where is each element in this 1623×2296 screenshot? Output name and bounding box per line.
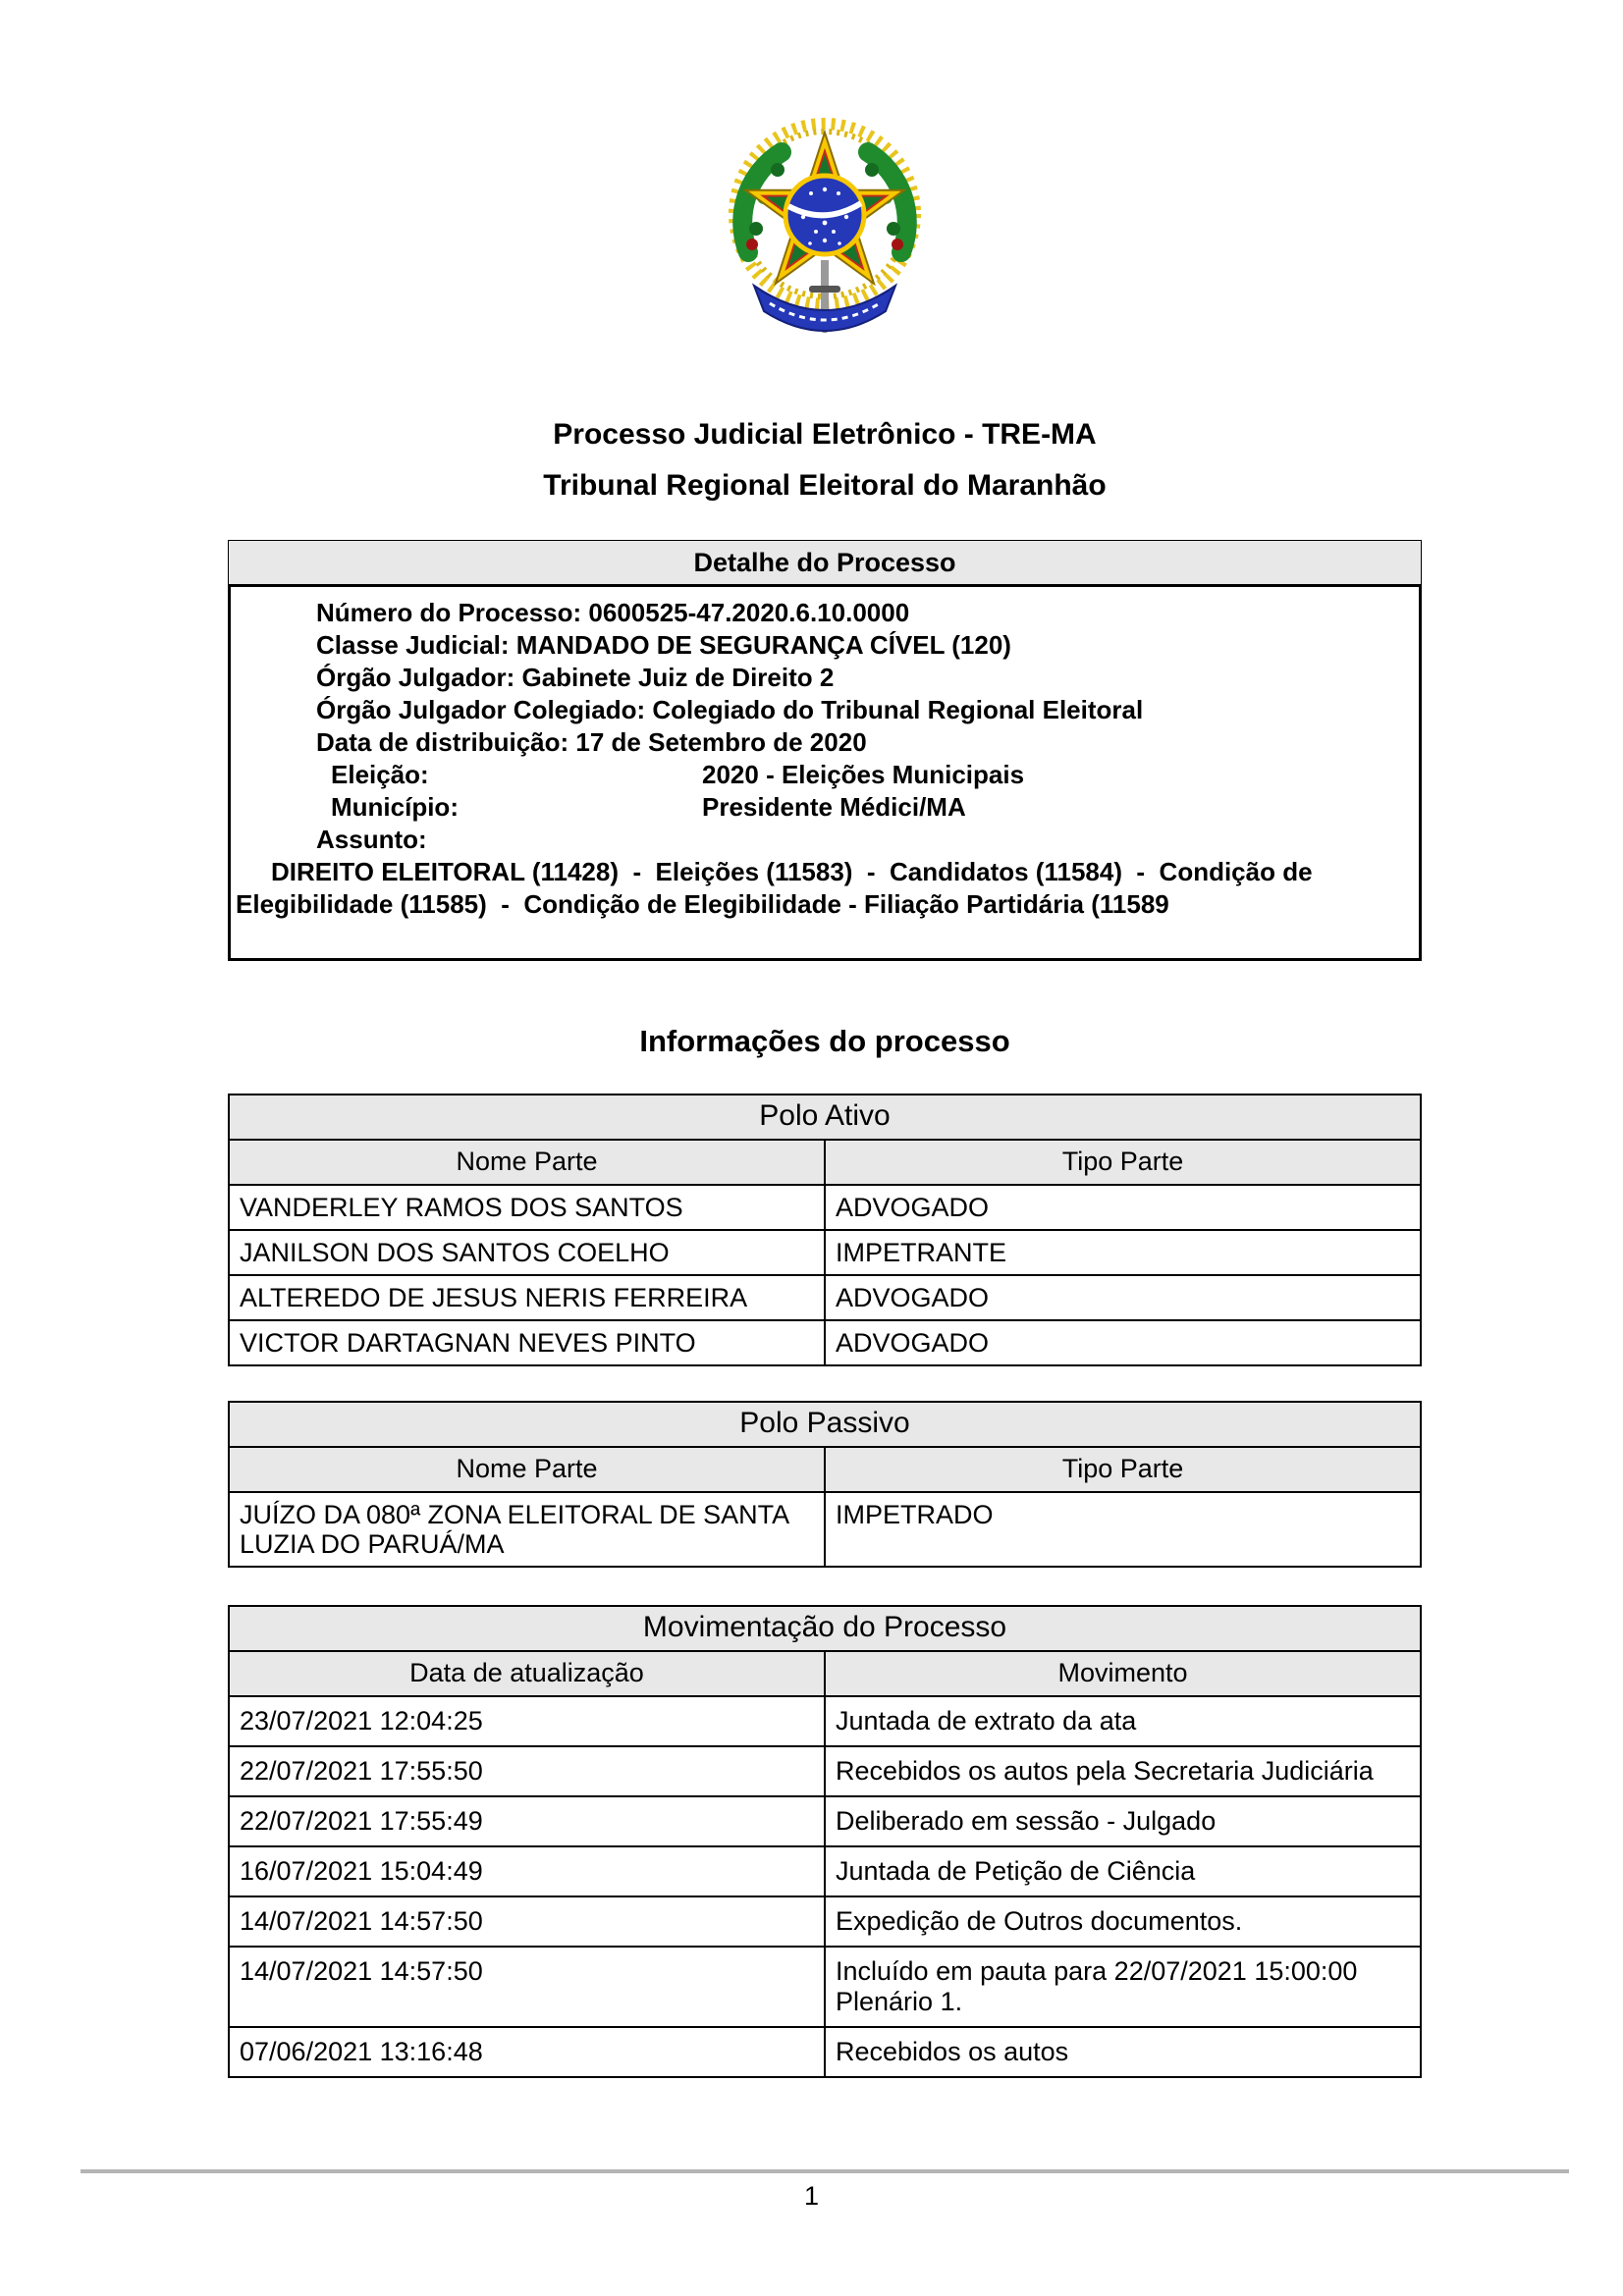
nome-parte-cell: ALTEREDO DE JESUS NERIS FERREIRA bbox=[229, 1275, 825, 1320]
table-row bbox=[229, 2027, 1421, 2077]
document-title: Processo Judicial Eletrônico - TRE-MA bbox=[553, 418, 1097, 451]
movimentacao-table bbox=[228, 1605, 1422, 2078]
field-value: 17 de Setembro de 2020 bbox=[575, 727, 867, 757]
detail-field-municipio bbox=[231, 791, 1419, 824]
movimento-cell: Juntada de extrato da ata bbox=[825, 1696, 1421, 1746]
data-cell: 07/06/2021 13:16:48 bbox=[229, 2027, 825, 2077]
tipo-parte-cell: IMPETRADO bbox=[825, 1492, 1421, 1567]
field-label: Classe Judicial: bbox=[316, 630, 510, 660]
table-row bbox=[229, 1320, 1421, 1365]
polo-ativo-table bbox=[228, 1094, 1422, 1366]
table-title-movimentacao: Movimentação do Processo bbox=[229, 1606, 1421, 1651]
detail-field-orgao-julgador bbox=[231, 662, 1419, 694]
document-subtitle: Tribunal Regional Eleitoral do Maranhão bbox=[543, 469, 1107, 502]
table-row bbox=[229, 1896, 1421, 1947]
field-value: Presidente Médici/MA bbox=[702, 792, 966, 822]
data-cell: 16/07/2021 15:04:49 bbox=[229, 1846, 825, 1896]
detail-field-eleicao bbox=[231, 759, 1419, 791]
column-header-tipo-parte: Tipo Parte bbox=[825, 1447, 1421, 1492]
field-label: Órgão Julgador: bbox=[316, 663, 515, 692]
tipo-parte-cell: IMPETRANTE bbox=[825, 1230, 1421, 1275]
data-cell: 22/07/2021 17:55:49 bbox=[229, 1796, 825, 1846]
nome-parte-cell: VICTOR DARTAGNAN NEVES PINTO bbox=[229, 1320, 825, 1365]
table-row bbox=[229, 1185, 1421, 1230]
nome-parte-cell: VANDERLEY RAMOS DOS SANTOS bbox=[229, 1185, 825, 1230]
movimento-cell: Deliberado em sessão - Julgado bbox=[825, 1796, 1421, 1846]
table-title-polo-ativo: Polo Ativo bbox=[229, 1095, 1421, 1140]
column-header-movimento: Movimento bbox=[825, 1651, 1421, 1696]
tipo-parte-cell: ADVOGADO bbox=[825, 1320, 1421, 1365]
movimento-cell: Juntada de Petição de Ciência bbox=[825, 1846, 1421, 1896]
data-cell: 14/07/2021 14:57:50 bbox=[229, 1896, 825, 1947]
movimento-cell: Expedição de Outros documentos. bbox=[825, 1896, 1421, 1947]
movimento-cell: Incluído em pauta para 22/07/2021 15:00:00 Plenário 1. bbox=[825, 1947, 1421, 2027]
detail-assunto-text: DIREITO ELEITORAL (11428) - Eleições (11583) - Candidatos (11584) - Condição de Elegibilidade (11585) - Condição de Elegibilidade - Filiação Partidária (11589 bbox=[236, 857, 1320, 919]
detail-field-orgao-colegiado bbox=[231, 694, 1419, 726]
field-label: Número do Processo: bbox=[316, 598, 582, 627]
tipo-parte-cell: ADVOGADO bbox=[825, 1275, 1421, 1320]
data-cell: 22/07/2021 17:55:50 bbox=[229, 1746, 825, 1796]
field-value: MANDADO DE SEGURANÇA CÍVEL (120) bbox=[515, 630, 1011, 660]
field-label: Eleição: bbox=[331, 760, 429, 789]
table-row bbox=[229, 1947, 1421, 2027]
field-label: Órgão Julgador Colegiado: bbox=[316, 695, 646, 724]
table-row bbox=[229, 1230, 1421, 1275]
tipo-parte-cell: ADVOGADO bbox=[825, 1185, 1421, 1230]
column-header-nome-parte: Nome Parte bbox=[229, 1447, 825, 1492]
field-label: Município: bbox=[331, 792, 459, 822]
detail-field-data-distribuicao bbox=[231, 726, 1419, 759]
brazil-coat-of-arms-icon bbox=[716, 113, 934, 344]
table-row bbox=[229, 1796, 1421, 1846]
document-content bbox=[228, 0, 1422, 2078]
table-row bbox=[229, 1846, 1421, 1896]
movimento-cell: Recebidos os autos pela Secretaria Judiciária bbox=[825, 1746, 1421, 1796]
field-value: 0600525-47.2020.6.10.0000 bbox=[588, 598, 910, 627]
detail-field-numero bbox=[231, 597, 1419, 629]
column-header-data-atualizacao: Data de atualização bbox=[229, 1651, 825, 1696]
field-label: Data de distribuição: bbox=[316, 727, 569, 757]
detail-field-classe bbox=[231, 629, 1419, 662]
data-cell: 23/07/2021 12:04:25 bbox=[229, 1696, 825, 1746]
detail-box-body bbox=[228, 584, 1422, 961]
movimento-cell: Recebidos os autos bbox=[825, 2027, 1421, 2077]
table-title-polo-passivo: Polo Passivo bbox=[229, 1402, 1421, 1447]
table-row bbox=[229, 1492, 1421, 1567]
field-value: 2020 - Eleições Municipais bbox=[702, 760, 1025, 789]
field-value: Colegiado do Tribunal Regional Eleitoral bbox=[652, 695, 1144, 724]
process-detail-box bbox=[228, 540, 1422, 961]
section-heading-informacoes: Informações do processo bbox=[639, 1024, 1010, 1058]
detail-field-assunto-label: Assunto: bbox=[316, 825, 427, 854]
column-header-tipo-parte: Tipo Parte bbox=[825, 1140, 1421, 1185]
nome-parte-cell: JUÍZO DA 080ª ZONA ELEITORAL DE SANTA LUZIA DO PARUÁ/MA bbox=[229, 1492, 825, 1567]
table-row bbox=[229, 1696, 1421, 1746]
data-cell: 14/07/2021 14:57:50 bbox=[229, 1947, 825, 2027]
column-header-nome-parte: Nome Parte bbox=[229, 1140, 825, 1185]
nome-parte-cell: JANILSON DOS SANTOS COELHO bbox=[229, 1230, 825, 1275]
footer-divider bbox=[81, 2169, 1569, 2173]
field-value: Gabinete Juiz de Direito 2 bbox=[521, 663, 835, 692]
table-row bbox=[229, 1746, 1421, 1796]
polo-passivo-table bbox=[228, 1401, 1422, 1568]
detail-box-title: Detalhe do Processo bbox=[228, 540, 1422, 584]
table-row bbox=[229, 1275, 1421, 1320]
page-number: 1 bbox=[803, 2181, 820, 2211]
